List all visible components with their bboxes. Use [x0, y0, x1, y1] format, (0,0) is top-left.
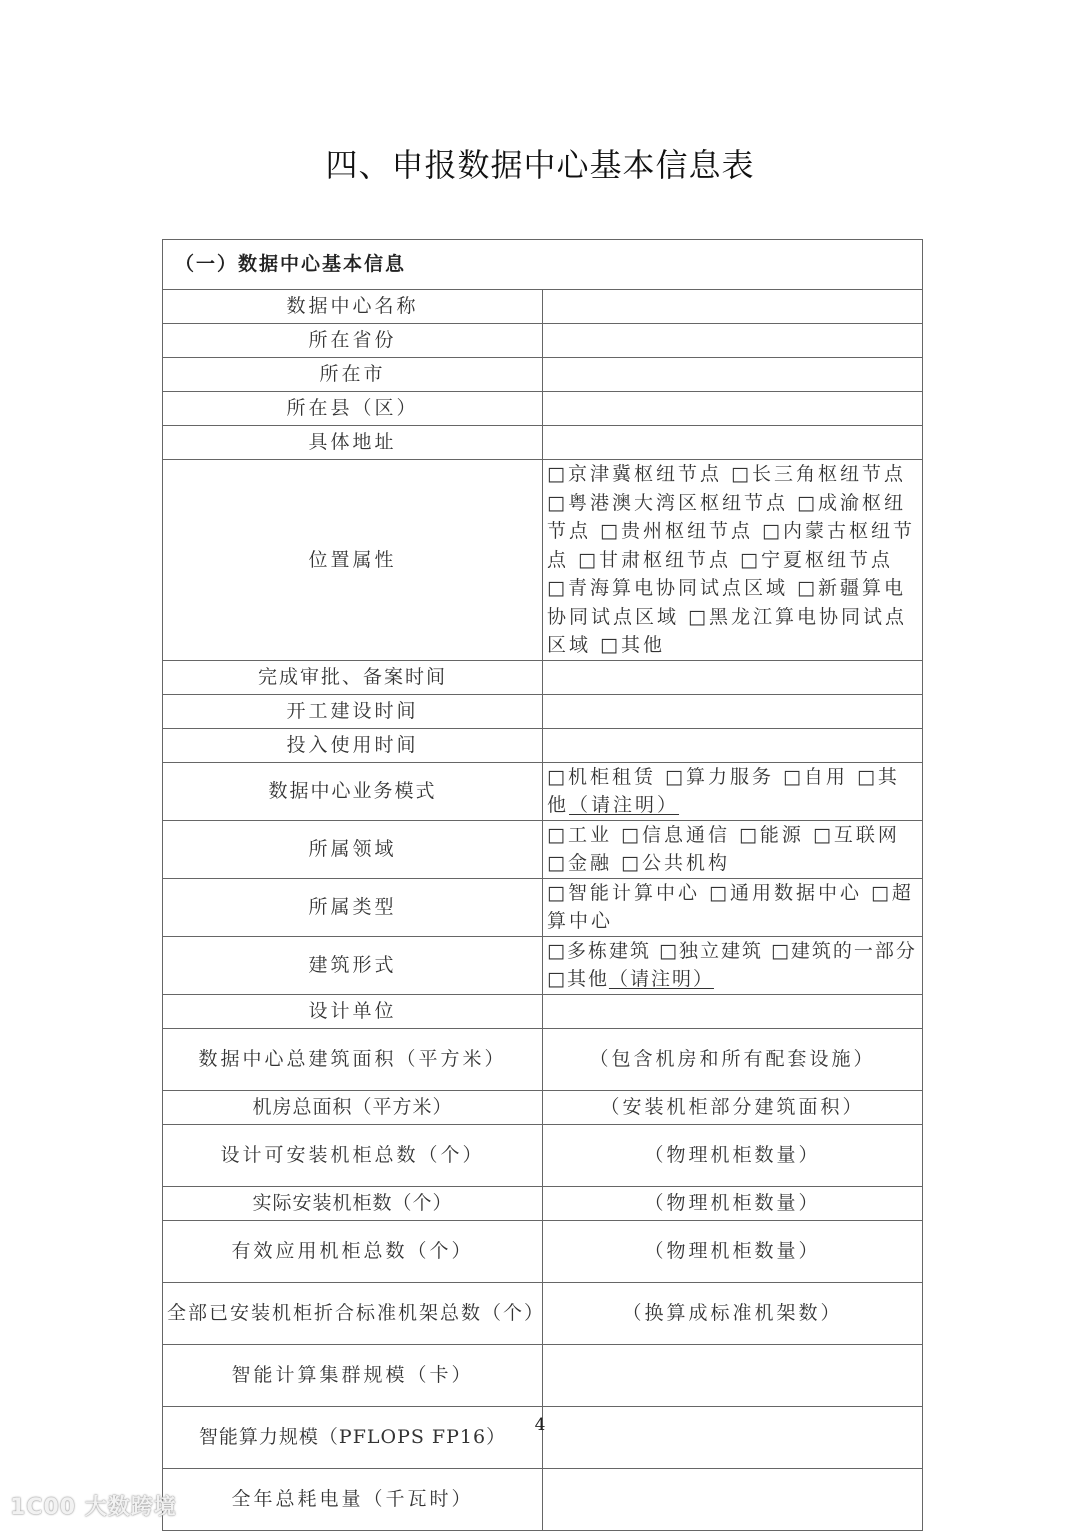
building-form-options[interactable] — [543, 936, 923, 994]
row-label: 设计单位 — [163, 994, 543, 1028]
row-label: 完成审批、备案时间 — [163, 660, 543, 694]
business-mode-options[interactable] — [543, 762, 923, 820]
approval-date-field[interactable] — [543, 660, 923, 694]
row-label: 所在市 — [163, 358, 543, 392]
design-cabinets-field[interactable]: （物理机柜数量） — [543, 1124, 923, 1186]
row-label: 设计可安装机柜总数（个） — [163, 1124, 543, 1186]
total-area-field[interactable]: （包含机房和所有配套设施） — [543, 1028, 923, 1090]
specify-note: （请注明） — [608, 968, 714, 990]
name-field[interactable] — [543, 290, 923, 324]
row-label: 智能计算集群规模（卡） — [163, 1344, 543, 1406]
type-options[interactable]: □智能计算中心 □通用数据中心 □超算中心 — [543, 878, 923, 936]
business-mode-choices[interactable]: □机柜租赁 □算力服务 □自用 □其他 — [547, 765, 900, 816]
row-label: 智能算力规模（PFLOPS FP16） — [163, 1406, 543, 1468]
specify-note: （请注明） — [569, 794, 680, 816]
row-label: 所在县（区） — [163, 392, 543, 426]
cluster-scale-field[interactable] — [543, 1344, 923, 1406]
row-label: 具体地址 — [163, 426, 543, 460]
row-label: 数据中心总建筑面积（平方米） — [163, 1028, 543, 1090]
row-label: 开工建设时间 — [163, 694, 543, 728]
watermark-logo-icon: 1C00 — [10, 1495, 77, 1520]
watermark-text: 大数跨境 — [84, 1495, 177, 1520]
row-label: 机房总面积（平方米） — [163, 1090, 543, 1124]
city-field[interactable] — [543, 358, 923, 392]
province-field[interactable] — [543, 324, 923, 358]
effective-cabinets-field[interactable]: （物理机柜数量） — [543, 1220, 923, 1282]
row-label: 有效应用机柜总数（个） — [163, 1220, 543, 1282]
county-field[interactable] — [543, 392, 923, 426]
installed-cabinets-field[interactable]: （物理机柜数量） — [543, 1186, 923, 1220]
row-label: 建筑形式 — [163, 936, 543, 994]
operation-date-field[interactable] — [543, 728, 923, 762]
room-area-field[interactable]: （安装机柜部分建筑面积） — [543, 1090, 923, 1124]
row-label: 位置属性 — [163, 460, 543, 661]
construction-date-field[interactable] — [543, 694, 923, 728]
row-label: 数据中心名称 — [163, 290, 543, 324]
building-form-choices[interactable]: □多栋建筑 □独立建筑 □建筑的一部分 □其他 — [547, 939, 917, 990]
standard-racks-field[interactable]: （换算成标准机架数） — [543, 1282, 923, 1344]
row-label: 所在省份 — [163, 324, 543, 358]
watermark — [10, 1490, 177, 1521]
row-label: 投入使用时间 — [163, 728, 543, 762]
design-unit-field[interactable] — [543, 994, 923, 1028]
page-title: 四、申报数据中心基本信息表 — [325, 146, 755, 184]
power-consumption-field[interactable] — [543, 1468, 923, 1530]
row-label: 全年总耗电量（千瓦时） — [163, 1468, 543, 1530]
row-label: 实际安装机柜数（个） — [163, 1186, 543, 1220]
section-header: （一）数据中心基本信息 — [163, 240, 923, 290]
row-label: 数据中心业务模式 — [163, 762, 543, 820]
location-options[interactable]: □京津冀枢纽节点 □长三角枢纽节点 □粤港澳大湾区枢纽节点 □成渝枢纽节点 □贵州枢纽节点 □内蒙古枢纽节点 □甘肃枢纽节点 □宁夏枢纽节点 □青海算电协同试点区域 □新疆算电协同试点区域 □黑龙江算电协同试点区域 □其他 — [543, 460, 923, 661]
address-field[interactable] — [543, 426, 923, 460]
row-label: 所属领域 — [163, 820, 543, 878]
row-label: 全部已安装机柜折合标准机架总数（个） — [163, 1282, 543, 1344]
row-label: 所属类型 — [163, 878, 543, 936]
page-number: 4 — [534, 1415, 546, 1435]
domain-options[interactable]: □工业 □信息通信 □能源 □互联网 □金融 □公共机构 — [543, 820, 923, 878]
info-table — [162, 239, 923, 1531]
